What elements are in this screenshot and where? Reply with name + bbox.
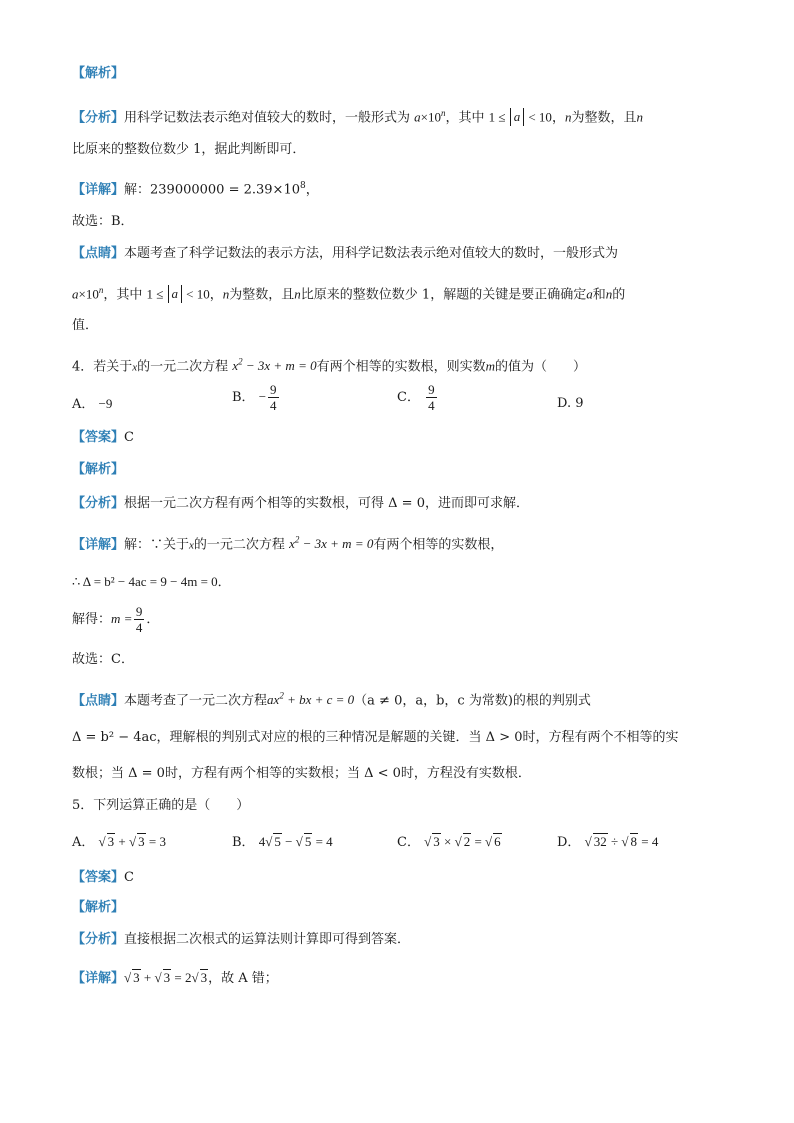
- tag-dianjing: 【点睛】: [72, 246, 125, 261]
- q4-therefore: ∴ Δ = b² − 4ac = 9 − 4m = 0．: [72, 574, 231, 589]
- q5-stem: 5．下列运算正确的是（ ）: [72, 798, 250, 813]
- q3-comment-line2: $a\times 10^n$，其中 1 ≤ a < 10，n为整数，且n比原来的整数位数少 1，解题的关键是要正确确定a和n的: [72, 285, 626, 303]
- tag-xiangjie: 【详解】: [72, 182, 125, 198]
- q5-analysis-header: 【解析】: [72, 900, 125, 915]
- q4-option-a: A． −9: [72, 396, 113, 412]
- q3-comment-line1: 【点睛】本题考查了科学记数法的表示方法，用科学记数法表示绝对值较大的数时，一般形式为: [72, 246, 619, 261]
- q4-analysis: 【分析】根据一元二次方程有两个相等的实数根，可得 Δ = 0，进而即可求解．: [72, 496, 529, 511]
- q4-comment-line2: Δ = b² − 4ac，理解根的判别式对应的根的三种情况是解题的关键．当 Δ > 0时，方程有两个不相等的实: [72, 730, 679, 745]
- q5-option-d: D． √ 32 ÷ √ 8 = 4: [557, 834, 659, 850]
- abs-a: a: [510, 108, 525, 126]
- q5-option-a: A． √ 3 + √ 3 = 3: [72, 834, 166, 850]
- q4-detail-line1: 【详解】解：∵关于x的一元二次方程 $x^2 - 3x + m = 0$有两个相等的实数根，: [72, 535, 504, 553]
- q4-comment-line3: 数根；当 Δ = 0时，方程有两个相等的实数根；当 Δ < 0时，方程没有实数根．: [72, 766, 531, 781]
- tag-fenxi: 【分析】: [72, 110, 125, 126]
- q4-option-c: C． $\frac{9}{4}$: [397, 382, 435, 413]
- q4-option-d: D. 9: [557, 396, 584, 411]
- q3-detail: 【详解】解：$239000000 = 2.39\times 10^8$，: [72, 181, 319, 198]
- q3-analysis-header: [72, 64, 124, 84]
- q4-answer: 【答案】C: [72, 430, 134, 445]
- q5-option-c: C． √ 3 × √ 2 = √ 6: [397, 834, 501, 850]
- q4-option-b: B． − $\frac{9}{4}$: [232, 382, 277, 413]
- q4-choice: 故选：C．: [72, 652, 134, 667]
- q4-stem: 4．若关于x的一元二次方程 $x^2 - 3x + m = 0$有两个相等的实数根，则实数m的值为（ ）: [72, 357, 587, 375]
- tag-jiexi: 【解析】: [72, 66, 125, 81]
- q5-detail: 【详解】√ 3 + √ 3 = 2√ 3，故 A 错；: [72, 970, 278, 986]
- q5-option-b: B． 4√ 5 − √ 5 = 4: [232, 834, 333, 850]
- q5-answer: 【答案】C: [72, 870, 134, 885]
- q4-equation: $x^2 - 3x + m = 0$: [232, 357, 317, 374]
- q3-comment-line3: 值．: [72, 318, 99, 333]
- q4-solve: 解得：m = $\frac{9}{4}$ ．: [72, 604, 160, 635]
- q4-analysis-header: 【解析】: [72, 462, 125, 477]
- q3-choice: 故选：B．: [72, 214, 134, 229]
- sci-notation: a: [414, 109, 421, 125]
- q4-comment-line1: 【点睛】本题考查了一元二次方程$ax^2$ + bx + c = 0（a ≠ 0，a，b，c 为常数)的根的判别式: [72, 691, 591, 709]
- q3-analysis-line2: 比原来的整数位数少 1，据此判断即可．: [72, 142, 306, 157]
- q3-analysis-line1: 【分析】用科学记数法表示绝对值较大的数时，一般形式为 $a\times 10^n$，其中 1 ≤ a < 10，n为整数，且n: [72, 108, 643, 126]
- q5-analysis: 【分析】直接根据二次根式的运算法则计算即可得到答案．: [72, 932, 411, 947]
